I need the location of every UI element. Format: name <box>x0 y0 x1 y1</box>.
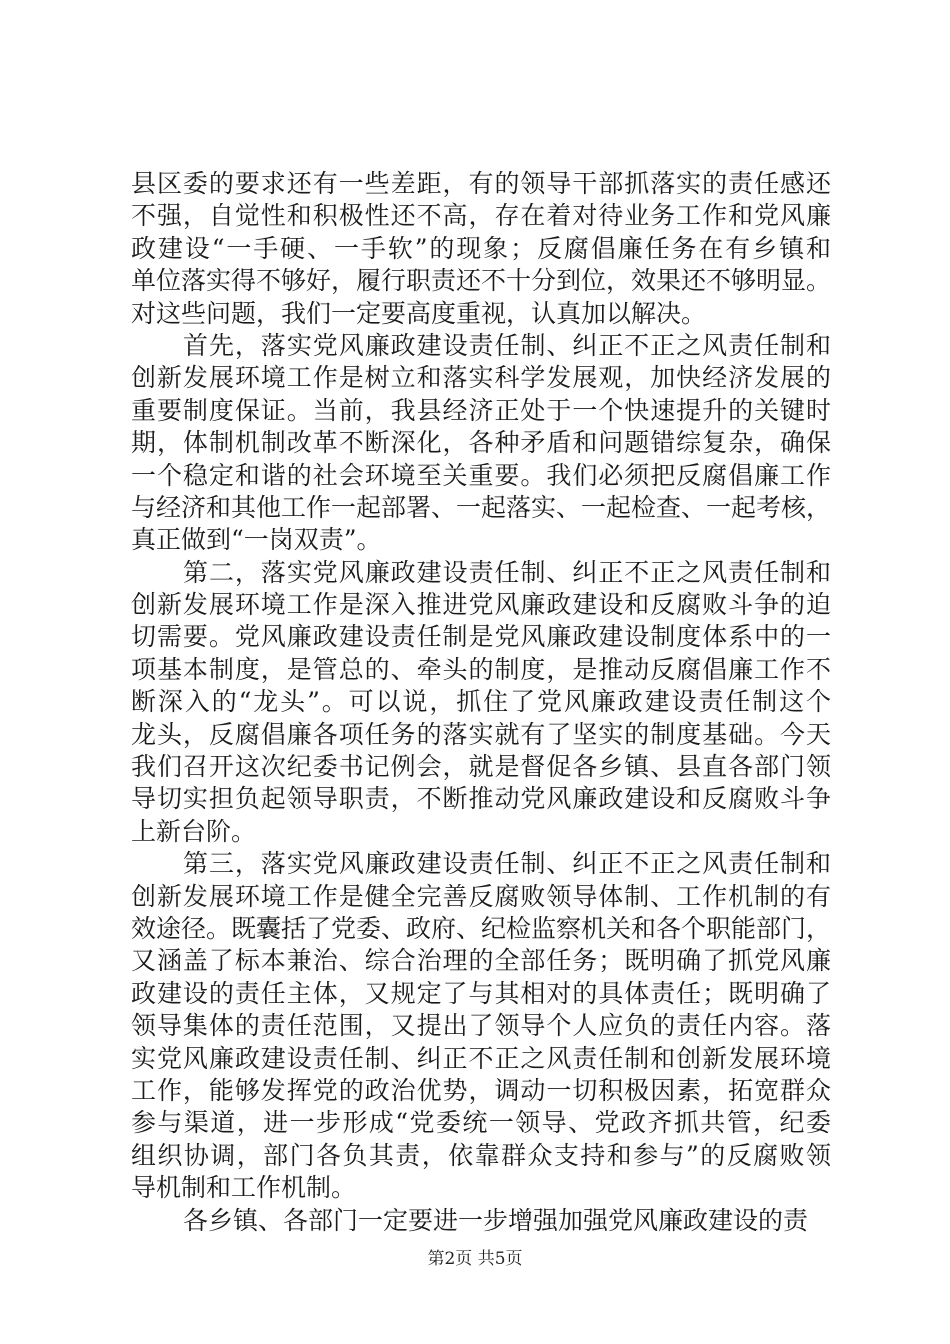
text-line: 工作，能够发挥党的政治优势，调动一切积极因素，拓宽群众 <box>131 1075 831 1105</box>
text-line: 导切实担负起领导职责，不断推动党风廉政建设和反腐败斗争 <box>131 784 831 814</box>
text-line: 导机制和工作机制。 <box>131 1173 357 1203</box>
text-line: 第三，落实党风廉政建设责任制、纠正不正之风责任制和 <box>183 849 831 879</box>
text-line: 断深入的“龙头”。可以说，抓住了党风廉政建设责任制这个 <box>131 687 831 717</box>
text-line: 我们召开这次纪委书记例会，就是督促各乡镇、县直各部门领 <box>131 752 831 782</box>
text-line: 第二，落实党风廉政建设责任制、纠正不正之风责任制和 <box>183 557 831 587</box>
paragraph <box>131 168 831 330</box>
text-line: 创新发展环境工作是深入推进党风廉政建设和反腐败斗争的迫 <box>131 590 831 620</box>
text-line: 创新发展环境工作是健全完善反腐败领导体制、工作机制的有 <box>131 881 831 911</box>
paragraph <box>131 1205 831 1237</box>
text-line: 龙头，反腐倡廉各项任务的落实就有了坚实的制度基础。今天 <box>131 719 831 749</box>
text-line: 真正做到“一岗双责”。 <box>131 525 382 555</box>
paragraph <box>131 848 831 1204</box>
text-line: 创新发展环境工作是树立和落实科学发展观，加快经济发展的 <box>131 363 831 393</box>
text-line: 切需要。党风廉政建设责任制是党风廉政建设制度体系中的一 <box>131 622 831 652</box>
text-line: 效途径。既囊括了党委、政府、纪检监察机关和各个职能部门， <box>131 913 831 943</box>
document-body <box>131 168 831 1237</box>
text-line: 重要制度保证。当前，我县经济正处于一个快速提升的关键时 <box>131 395 831 425</box>
text-line: 单位落实得不够好，履行职责还不十分到位，效果还不够明显。 <box>131 266 831 296</box>
text-line: 项基本制度，是管总的、牵头的制度，是推动反腐倡廉工作不 <box>131 654 831 684</box>
text-line: 组织协调，部门各负其责，依靠群众支持和参与”的反腐败领 <box>131 1140 831 1170</box>
text-line: 与经济和其他工作一起部署、一起落实、一起检查、一起考核， <box>131 492 831 522</box>
text-line: 上新台阶。 <box>131 816 257 846</box>
text-line: 一个稳定和谐的社会环境至关重要。我们必须把反腐倡廉工作 <box>131 460 831 490</box>
text-line: 参与渠道，进一步形成“党委统一领导、党政齐抓共管，纪委 <box>131 1108 831 1138</box>
text-line: 政建设“一手硬、一手软”的现象；反腐倡廉任务在有乡镇和 <box>131 233 831 263</box>
paragraph <box>131 557 831 849</box>
text-line: 期，体制机制改革不断深化，各种矛盾和问题错综复杂，确保 <box>131 428 831 458</box>
text-line: 各乡镇、各部门一定要进一步增强加强党风廉政建设的责 <box>183 1205 809 1235</box>
text-line: 县区委的要求还有一些差距，有的领导干部抓落实的责任感还 <box>131 169 831 198</box>
text-line: 对这些问题，我们一定要高度重视，认真加以解决。 <box>131 298 707 328</box>
page-footer: 第2页 共5页 <box>427 1249 523 1269</box>
text-line: 不强，自觉性和积极性还不高，存在着对待业务工作和党风廉 <box>131 201 831 231</box>
text-line: 领导集体的责任范围，又提出了领导个人应负的责任内容。落 <box>131 1011 831 1041</box>
text-line: 首先，落实党风廉政建设责任制、纠正不正之风责任制和 <box>183 330 831 360</box>
text-line: 又涵盖了标本兼治、综合治理的全部任务；既明确了抓党风廉 <box>131 946 831 976</box>
paragraph <box>131 330 831 557</box>
text-line: 政建设的责任主体，又规定了与其相对的具体责任；既明确了 <box>131 978 831 1008</box>
text-line: 实党风廉政建设责任制、纠正不正之风责任制和创新发展环境 <box>131 1043 831 1073</box>
